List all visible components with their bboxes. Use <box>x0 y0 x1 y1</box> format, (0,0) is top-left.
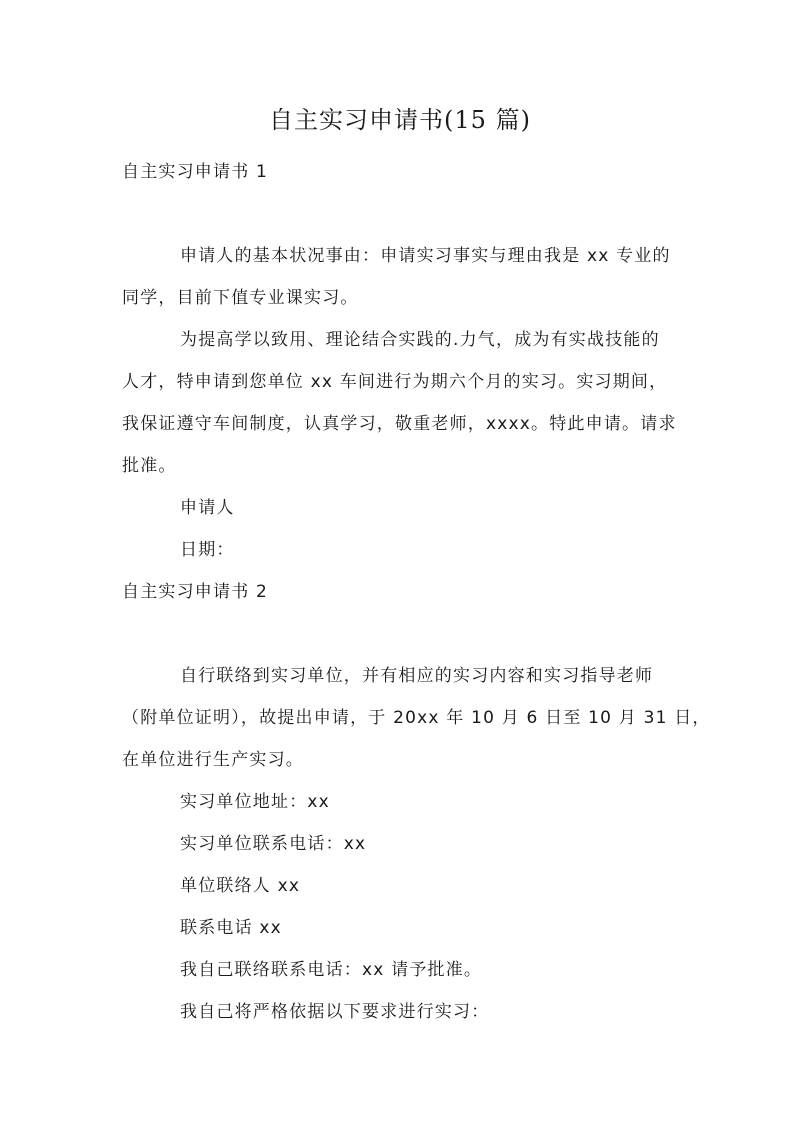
date-label: 日期： <box>180 540 235 560</box>
document-title: 自主实习申请书(15 篇) <box>269 106 531 134</box>
contact-phone-line: 实习单位联系电话：xx <box>180 834 367 854</box>
commitment-line: 我自己将严格依据以下要求进行实习： <box>180 1002 490 1022</box>
paragraph-line: 同学，目前下值专业课实习。 <box>122 288 359 308</box>
section-heading-2: 自主实习申请书 2 <box>122 582 269 602</box>
own-phone-line: 我自己联络联系电话：xx 请予批准。 <box>180 960 483 980</box>
paragraph-line: 批准。 <box>122 456 177 476</box>
paragraph-line: 在单位进行生产实习。 <box>122 750 304 770</box>
paragraph-line: 人才，特申请到您单位 xx 车间进行为期六个月的实习。实习期间， <box>122 372 668 392</box>
address-line: 实习单位地址：xx <box>180 792 330 812</box>
applicant-label: 申请人 <box>180 498 235 518</box>
paragraph-line: 为提高学以致用、理论结合实践的.力气，成为有实战技能的 <box>180 330 660 350</box>
paragraph-line: 自行联络到实习单位，并有相应的实习内容和实习指导老师 <box>180 666 654 686</box>
phone-line: 联系电话 xx <box>180 918 282 938</box>
contact-person-line: 单位联络人 xx <box>180 876 301 896</box>
section-heading-1: 自主实习申请书 1 <box>122 162 269 182</box>
paragraph-line: （附单位证明），故提出申请，于 20xx 年 10 月 6 日至 10 月 31 日， <box>122 708 711 728</box>
paragraph-line: 申请人的基本状况事由：申请实习事实与理由我是 xx 专业的 <box>180 246 671 266</box>
paragraph-line: 我保证遵守车间制度，认真学习，敬重老师，xxxx。特此申请。请求 <box>122 414 677 434</box>
